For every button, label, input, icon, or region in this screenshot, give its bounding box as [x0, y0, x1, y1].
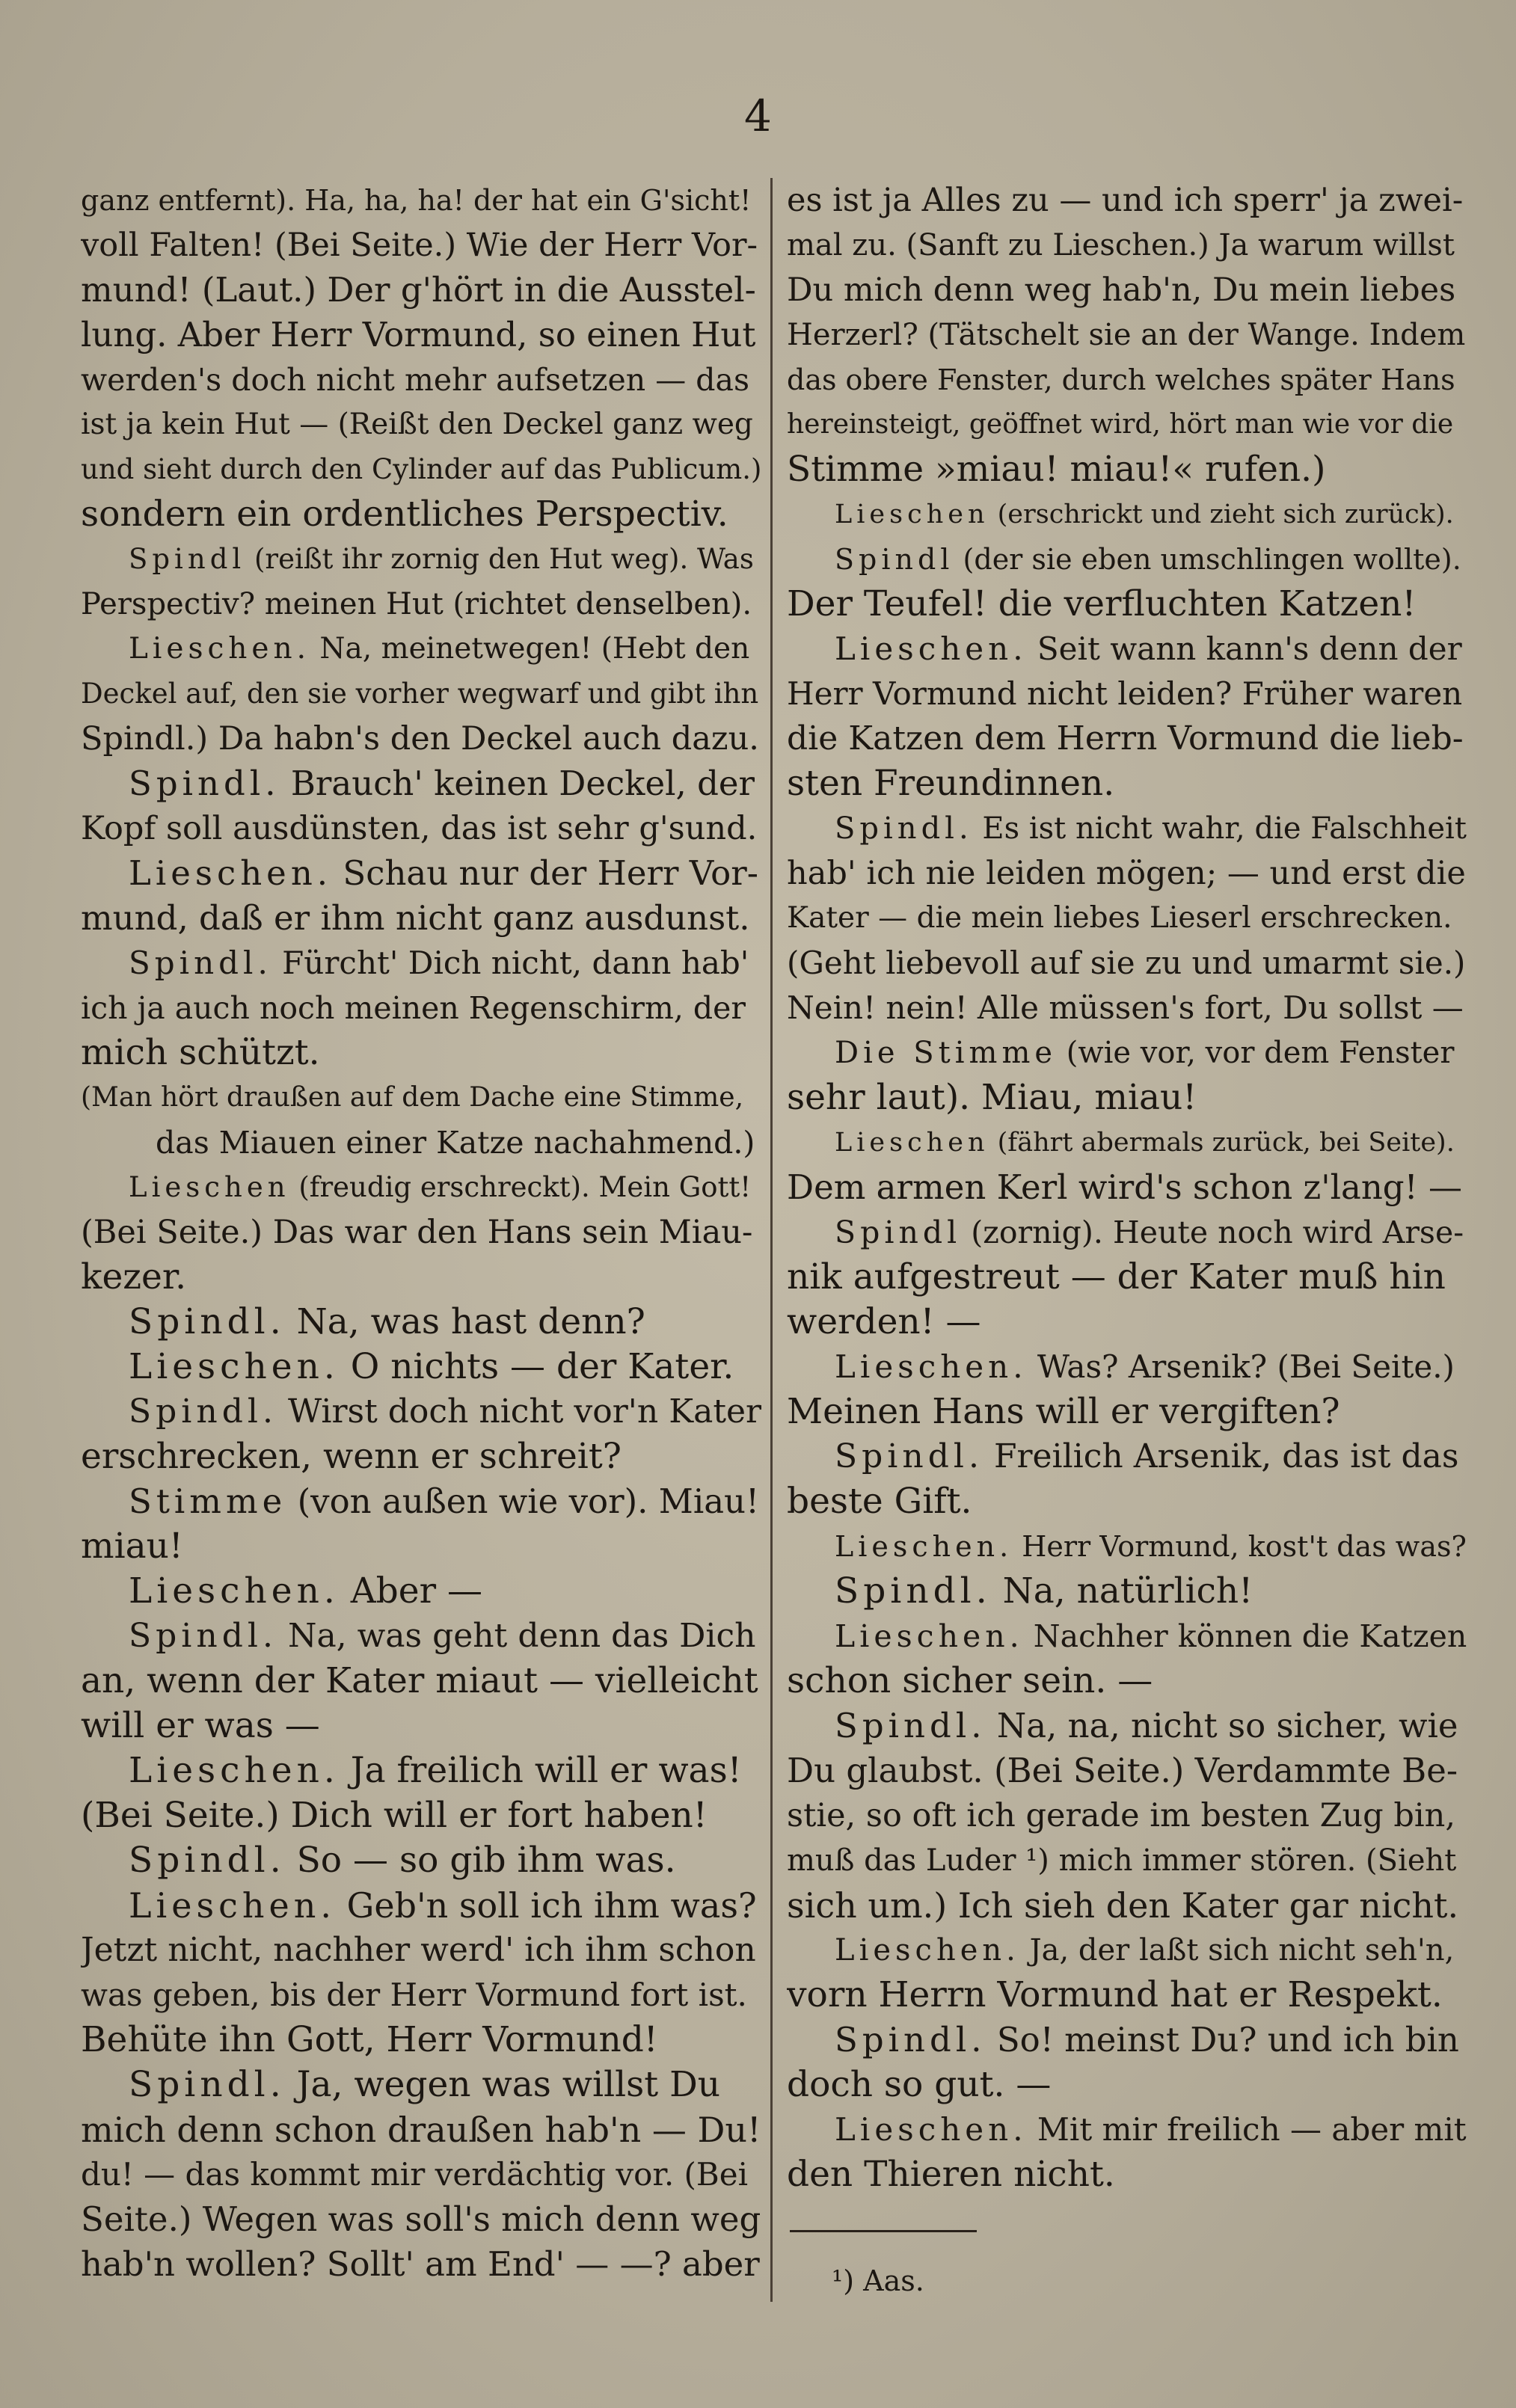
line-text: Na, was hast denn? [285, 1301, 645, 1342]
line-text: (der sie eben umschlingen wollte). [954, 543, 1461, 576]
text-line [787, 986, 1467, 1031]
text-line [81, 1614, 761, 1659]
line-text: werden's doch nicht mehr aufsetzen — das [81, 362, 749, 398]
line-text: es ist ja Alles zu — und ich sperr' ja zwei- [787, 182, 1464, 219]
text-line [787, 447, 1467, 492]
line-text: (wie vor, vor dem Fenster [1057, 1036, 1455, 1070]
line-text: ich ja auch noch meinen Regenschirm, der [81, 990, 746, 1026]
line-text: mich denn schon draußen hab'n — Du! [81, 2110, 761, 2150]
speaker-name: Lieschen. [129, 1346, 340, 1387]
line-text: So — so gib ihm was. [285, 1840, 676, 1881]
line-text: Was? Arsenik? (Bei Seite.) [1027, 1348, 1455, 1385]
line-text: nik aufgestreut — der Kater muß hin [787, 1256, 1446, 1297]
text-line [81, 1793, 761, 1838]
line-text: sich um.) Ich sieh den Kater gar nicht. [787, 1885, 1459, 1926]
text-line [81, 1748, 761, 1793]
text-line [81, 2107, 761, 2152]
line-text: voll Falten! (Bei Seite.) Wie der Herr Vor- [81, 227, 758, 264]
line-text: So! meinst Du? und ich bin [986, 2020, 1459, 2060]
text-line [81, 1165, 761, 1210]
line-text: und sieht durch den Cylinder auf das Publicum.) [81, 453, 761, 485]
speaker-name: Lieschen. [129, 1750, 340, 1791]
text-line [787, 313, 1467, 357]
text-line [787, 178, 1467, 223]
speaker-name: Spindl. [835, 811, 973, 846]
text-line [81, 268, 761, 313]
text-line [787, 1434, 1467, 1479]
line-text: Brauch' keinen Deckel, der [280, 764, 755, 803]
text-line [787, 402, 1467, 447]
line-text: Kater — die mein liebes Lieserl erschrecken. [787, 901, 1452, 935]
line-text: Na, was geht denn das Dich [277, 1617, 756, 1655]
speaker-name: Lieschen. [129, 1570, 340, 1612]
line-text: (zornig). Heute noch wird Arse- [961, 1214, 1464, 1250]
text-line [81, 1255, 761, 1300]
text-line [81, 357, 761, 402]
speaker-name: Spindl. [835, 2020, 986, 2060]
line-text: Ja, wegen was willst Du [285, 2064, 721, 2105]
line-text: lung. Aber Herr Vormund, so einen Hut [81, 315, 756, 354]
column-divider [770, 178, 773, 2302]
line-text: Na, na, nicht so sicher, wie [986, 1706, 1458, 1745]
line-text: Deckel auf, den sie vorher wegwarf und gibt ihn [81, 678, 759, 710]
text-line [787, 1255, 1467, 1300]
line-text: Freilich Arsenik, das ist das [983, 1437, 1459, 1475]
speaker-name: Lieschen [835, 1128, 989, 1158]
text-line [81, 2063, 761, 2107]
text-line [81, 2197, 761, 2242]
left-column [81, 178, 761, 2287]
text-line [787, 851, 1467, 896]
text-line [81, 1120, 761, 1165]
text-line [81, 851, 761, 896]
text-line [81, 2152, 761, 2197]
line-text: Herr Vormund nicht leiden? Früher waren [787, 675, 1463, 712]
speaker-name: Lieschen. [129, 853, 333, 893]
speaker-name: Lieschen. [835, 1933, 1020, 1968]
line-text: hab'n wollen? Sollt' am End' — —? aber [81, 2244, 760, 2284]
footnote: ¹) Aas. [832, 2264, 924, 2297]
line-text: muß das Luder ¹) mich immer stören. (Sieht [787, 1843, 1457, 1878]
line-text: vorn Herrn Vormund hat er Respekt. [787, 1974, 1443, 2015]
text-line [787, 268, 1467, 313]
text-line [81, 1031, 761, 1075]
text-line [787, 2018, 1467, 2063]
text-line [787, 357, 1467, 402]
line-text: Nein! nein! Alle müssen's fort, Du sollst — [787, 989, 1464, 1026]
line-text: ist ja kein Hut — (Reißt den Deckel ganz weg [81, 408, 753, 441]
text-line [787, 1569, 1467, 1614]
text-line [81, 582, 761, 627]
text-line [787, 2063, 1467, 2107]
line-text: die Katzen dem Herrn Vormund die lieb- [787, 719, 1464, 758]
speaker-name: Spindl. [835, 1570, 992, 1612]
text-line [81, 1210, 761, 1255]
line-text: Herzerl? (Tätschelt sie an der Wange. Indem [787, 318, 1466, 352]
text-line [81, 402, 761, 447]
line-text: das obere Fenster, durch welches später Hans [787, 363, 1455, 396]
line-text: Fürcht' Dich nicht, dann hab' [271, 945, 749, 981]
speaker-name: Lieschen. [835, 1530, 1013, 1563]
footnote-rule [790, 2230, 977, 2232]
text-line [787, 941, 1467, 986]
line-text: mund, daß er ihm nicht ganz ausdunst. [81, 898, 750, 938]
text-line [81, 2018, 761, 2063]
text-line [787, 1165, 1467, 1210]
text-line [81, 1704, 761, 1748]
text-line [81, 1345, 761, 1389]
line-text: mund! (Laut.) Der g'hört in die Ausstel- [81, 270, 756, 310]
line-text: Perspectiv? meinen Hut (richtet denselben). [81, 587, 752, 621]
text-line [787, 1614, 1467, 1659]
line-text: Mit mir freilich — aber mit [1027, 2111, 1467, 2148]
text-line [81, 1973, 761, 2018]
line-text: sondern ein ordentliches Perspectiv. [81, 494, 728, 535]
text-line [787, 806, 1467, 851]
line-text: Nachher können die Katzen [1023, 1618, 1467, 1654]
right-column-text [787, 178, 1467, 2197]
text-line [81, 2242, 761, 2287]
line-text: sehr laut). Miau, miau! [787, 1077, 1197, 1118]
line-text: (Geht liebevoll auf sie zu und umarmt sie.) [787, 945, 1466, 981]
speaker-name: Spindl. [129, 1392, 277, 1431]
line-text: Der Teufel! die verfluchten Katzen! [787, 583, 1417, 624]
text-line [81, 1928, 761, 1973]
text-line [787, 1928, 1467, 1973]
text-line [787, 1120, 1467, 1165]
line-text: Geb'n soll ich ihm was? [335, 1885, 757, 1926]
line-text: an, wenn der Kater miaut — vielleicht [81, 1660, 758, 1701]
text-line [81, 1569, 761, 1614]
line-text: ganz entfernt). Ha, ha, ha! der hat ein G'sicht! [81, 184, 752, 217]
speaker-name: Spindl [835, 1214, 962, 1250]
text-line [787, 716, 1467, 761]
speaker-name: Lieschen. [129, 1885, 336, 1926]
text-line [787, 1973, 1467, 2018]
text-line [81, 1883, 761, 1928]
text-line [81, 941, 761, 986]
line-text: Ja, der laßt sich nicht seh'n, [1019, 1933, 1455, 1968]
text-line [787, 672, 1467, 716]
text-line [81, 1524, 761, 1569]
line-text: Du mich denn weg hab'n, Du mein liebes [787, 271, 1456, 309]
text-line [787, 1793, 1467, 1838]
text-line [81, 1300, 761, 1345]
text-line [81, 537, 761, 582]
line-text: Behüte ihn Gott, Herr Vormund! [81, 2019, 658, 2060]
text-line [81, 986, 761, 1031]
line-text: Na, meinetwegen! (Hebt den [310, 632, 750, 666]
text-line [81, 1075, 761, 1120]
line-text: Spindl.) Da habn's den Deckel auch dazu. [81, 720, 759, 758]
text-line [787, 1704, 1467, 1748]
line-text: miau! [81, 1526, 183, 1567]
speaker-name: Spindl. [129, 764, 280, 803]
line-text: (fährt abermals zurück, bei Seite). [989, 1128, 1455, 1158]
text-line [81, 178, 761, 223]
text-line [81, 1838, 761, 1883]
line-text: Aber — [339, 1570, 482, 1612]
line-text: Ja freilich will er was! [339, 1750, 742, 1791]
line-text: O nichts — der Kater. [339, 1346, 734, 1387]
speaker-name: Spindl. [129, 1617, 277, 1655]
line-text: erschrecken, wenn er schreit? [81, 1436, 622, 1477]
text-line [787, 1210, 1467, 1255]
text-line [787, 537, 1467, 582]
text-line [81, 1434, 761, 1479]
speaker-name: Spindl. [835, 1706, 986, 1745]
text-line [787, 1479, 1467, 1524]
line-text: Stimme »miau! miau!« rufen.) [787, 449, 1326, 490]
text-line [787, 896, 1467, 941]
text-line [81, 492, 761, 537]
line-text: Seite.) Wegen was soll's mich denn weg [81, 2199, 761, 2239]
line-text: du! — das kommt mir verdächtig vor. (Bei [81, 2156, 749, 2193]
text-line [787, 1031, 1467, 1075]
line-text: was geben, bis der Herr Vormund fort ist. [81, 1977, 747, 2013]
line-text: (Man hört draußen auf dem Dache eine Stimme, [81, 1082, 744, 1113]
line-text: doch so gut. — [787, 2064, 1052, 2105]
line-text: Na, natürlich! [991, 1570, 1253, 1612]
speaker-name: Spindl [835, 543, 954, 576]
speaker-name: Spindl. [129, 1301, 286, 1342]
line-text: will er was — [81, 1705, 320, 1746]
text-line [81, 672, 761, 716]
line-text: Schau nur der Herr Vor- [332, 853, 758, 893]
text-line [787, 1075, 1467, 1120]
text-line [787, 1300, 1467, 1345]
text-line [787, 2152, 1467, 2197]
text-line [787, 2107, 1467, 2152]
text-line [787, 1883, 1467, 1928]
line-text: (von außen wie vor). Miau! [286, 1481, 760, 1521]
speaker-name: Lieschen. [835, 1618, 1024, 1654]
text-line [787, 761, 1467, 806]
speaker-name: Die Stimme [835, 1036, 1058, 1070]
speaker-name: Spindl. [129, 2064, 286, 2105]
text-line [81, 447, 761, 492]
text-line [787, 627, 1467, 672]
text-line [81, 1479, 761, 1524]
line-text: mal zu. (Sanft zu Lieschen.) Ja warum willst [787, 228, 1455, 262]
text-line [81, 313, 761, 357]
speaker-name: Spindl [129, 543, 246, 575]
line-text: stie, so oft ich gerade im besten Zug bin, [787, 1797, 1455, 1834]
line-text: hab' ich nie leiden mögen; — und erst die [787, 855, 1466, 892]
speaker-name: Lieschen. [835, 1348, 1028, 1385]
line-text: Kopf soll ausdünsten, das ist sehr g'sund. [81, 810, 758, 847]
line-text: Herr Vormund, kost't das was? [1013, 1530, 1467, 1563]
speaker-name: Spindl. [129, 945, 272, 981]
text-line [787, 1389, 1467, 1434]
text-line [81, 1659, 761, 1704]
line-text: Du glaubst. (Bei Seite.) Verdammte Be- [787, 1751, 1458, 1790]
line-text: beste Gift. [787, 1481, 972, 1522]
text-line [787, 1345, 1467, 1389]
speaker-name: Spindl. [835, 1437, 983, 1475]
text-line [81, 716, 761, 761]
text-line [81, 806, 761, 851]
line-text: das Miauen einer Katze nachahmend.) [156, 1125, 755, 1161]
speaker-name: Stimme [129, 1481, 287, 1521]
speaker-name: Lieschen. [129, 632, 311, 666]
line-text: kezer. [81, 1256, 187, 1297]
text-line [787, 1748, 1467, 1793]
line-text: Es ist nicht wahr, die Falschheit [972, 811, 1467, 846]
text-line [81, 761, 761, 806]
line-text: Dem armen Kerl wird's schon z'lang! — [787, 1167, 1462, 1207]
line-text: (Bei Seite.) Dich will er fort haben! [81, 1795, 708, 1836]
line-text: sten Freundinnen. [787, 763, 1115, 804]
line-text: Wirst doch nicht vor'n Kater [277, 1392, 761, 1431]
speaker-name: Lieschen. [835, 2111, 1028, 2148]
line-text: (freudig erschreckt). Mein Gott! [289, 1171, 752, 1203]
line-text: (erschrickt und zieht sich zurück). [989, 500, 1454, 529]
text-line [81, 627, 761, 672]
line-text: den Thieren nicht. [787, 2154, 1115, 2195]
line-text: (reißt ihr zornig den Hut weg). Was [245, 543, 754, 575]
line-text: Jetzt nicht, nachher werd' ich ihm schon [81, 1931, 756, 1969]
page-number: 4 [744, 90, 772, 141]
speaker-name: Lieschen [835, 500, 989, 529]
text-line [787, 492, 1467, 537]
right-column [787, 178, 1467, 2300]
text-line [787, 1524, 1467, 1569]
speaker-name: Spindl. [129, 1840, 286, 1881]
text-line [81, 1389, 761, 1434]
line-text: hereinsteigt, geöffnet wird, hört man wie vor die [787, 409, 1454, 440]
line-text: schon sicher sein. — [787, 1660, 1153, 1701]
speaker-name: Lieschen [129, 1171, 290, 1203]
line-text: Meinen Hans will er vergiften? [787, 1391, 1340, 1432]
line-text: Seit wann kann's denn der [1027, 630, 1462, 667]
text-line [81, 223, 761, 268]
text-line [787, 1838, 1467, 1883]
line-text: werden! — [787, 1301, 981, 1342]
text-line [787, 582, 1467, 627]
text-line [81, 896, 761, 941]
line-text: mich schützt. [81, 1032, 320, 1073]
text-line [787, 223, 1467, 268]
text-line [787, 1659, 1467, 1704]
speaker-name: Lieschen. [835, 630, 1028, 667]
line-text: (Bei Seite.) Das war den Hans sein Miau- [81, 1214, 753, 1251]
